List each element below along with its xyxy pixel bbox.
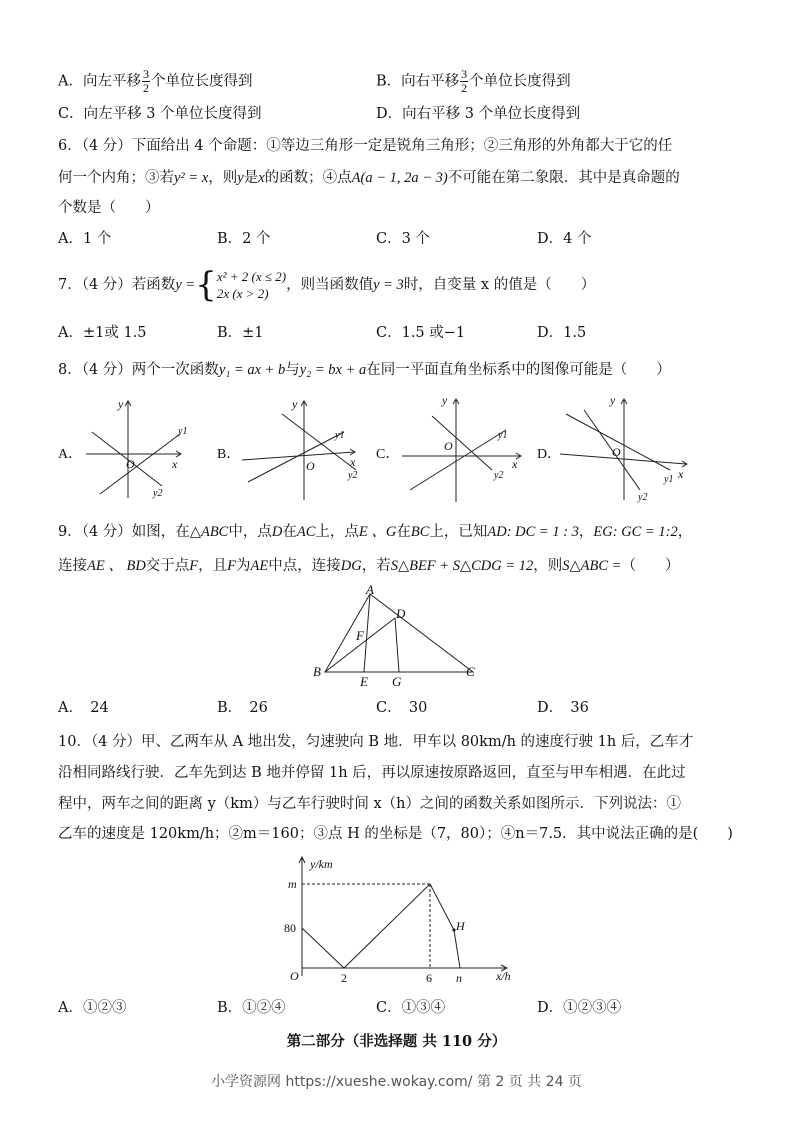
q10-xlabel: x/h	[496, 969, 511, 983]
q10-tick-80: 80	[284, 921, 296, 935]
q8-b-y1: y1	[335, 430, 345, 441]
q6-option-d: D．4 个	[537, 231, 592, 247]
q10-option-a: A．①②③	[58, 1000, 127, 1016]
q9-point-f: F	[356, 628, 364, 643]
q9-option-c: C． 30	[376, 700, 428, 716]
q8-a-axis-y: y	[118, 397, 124, 411]
q10-line-3: 程中，两车之间的距离 y（km）与乙车行驶时间 x（h）之间的函数关系如图所示．下列说法：①	[58, 796, 681, 812]
q7-option-a: A．±1或 1.5	[58, 325, 147, 341]
q7-option-b: B．±1	[217, 325, 264, 341]
q8-d-y1: y1	[664, 474, 674, 485]
q8-b-axis-y: y	[292, 397, 298, 411]
q7-option-c: C．1.5 或−1	[376, 325, 466, 341]
q8-c-y2: y2	[494, 470, 504, 481]
q8-stem: 8．（4 分）两个一次函数y₁ = ax + b与y₂ = bx + a在同一平面直角坐标系中的图像可能是（ ）	[58, 362, 671, 378]
q9-option-a: A． 24	[58, 700, 109, 716]
q6-line-3: 个数是（ ）	[58, 200, 160, 216]
q10-line-2: 沿相同路线行驶．乙车先到达 B 地并停留 1h 后，再以原速按原路返回，直至与甲车相遇．在此过	[58, 765, 686, 781]
q8-label-c: C．	[376, 447, 400, 462]
q8-label-a: A．	[58, 447, 83, 462]
q8-d-axis-x: x	[678, 467, 684, 481]
q8-d-axis-y: y	[610, 393, 616, 407]
q6-option-a: A．1 个	[58, 231, 112, 247]
q8-c-axis-y: y	[442, 393, 448, 407]
q8-b-origin: O	[306, 459, 315, 473]
q9-option-d: D． 36	[537, 700, 589, 716]
q8-a-origin: O	[126, 457, 135, 471]
q10-ylabel: y/km	[310, 857, 333, 871]
q5-option-a: A．向左平移 $\frac{3}{2}$ 个单位长度得到	[58, 67, 253, 95]
q6-option-b: B．2 个	[217, 231, 271, 247]
q10-point-h: H	[456, 919, 465, 933]
q9-line-1: 9．（4 分）如图，在△ABC中，点D在AC上，点E 、G在BC上，已知AD: DC = 1 : 3，EG: GC = 1:2，	[58, 524, 693, 540]
q8-c-axis-x: x	[512, 457, 518, 471]
q8-c-origin: O	[444, 439, 453, 453]
q10-graph	[280, 852, 520, 992]
q7-stem: 7．（4 分）若函数y ={ x² + 2 (x ≤ 2) 2x (x > 2) ，则当函数值y = 3时，自变量 x 的值是（ ）	[58, 265, 596, 305]
section-title: 第二部分（非选择题 共 110 分）	[286, 1033, 507, 1050]
q8-graphs	[0, 390, 793, 506]
q9-point-b: B	[313, 664, 321, 679]
q6-line-1: 6．（4 分）下面给出 4 个命题：①等边三角形一定是锐角三角形；②三角形的外角都大于它的任	[58, 138, 673, 154]
page-footer: 小学资源网 https://xueshe.wokay.com/ 第 2 页 共 24 页	[211, 1074, 582, 1090]
q9-line-2: 连接AE 、 BD交于点F，且F为AE中点，连接DG，若S△BEF + S△CDG = 12，则S△ABC =（ ）	[58, 558, 680, 574]
q5-option-c: C．向左平移 3 个单位长度得到	[58, 106, 262, 122]
q9-point-g: G	[392, 674, 402, 689]
q9-point-a: A	[366, 584, 374, 597]
q8-c-y1: y1	[498, 430, 508, 441]
q9-point-d: D	[396, 606, 406, 621]
q8-d-origin: O	[612, 445, 621, 459]
q10-tick-2: 2	[341, 971, 347, 985]
q5-option-d: D．向右平移 3 个单位长度得到	[376, 106, 581, 122]
q8-a-y2: y2	[153, 488, 163, 499]
q8-graph-a	[86, 401, 181, 498]
q10-tick-n: n	[456, 971, 462, 985]
q5-option-b: B．向右平移 $\frac{3}{2}$ 个单位长度得到	[376, 67, 571, 95]
q8-d-y2: y2	[638, 492, 648, 503]
q8-graph-c	[402, 399, 521, 502]
q10-line-4: 乙车的速度是 120km/h；②m＝160；③点 H 的坐标是（7，80）；④n＝7.5．其中说法正确的是( )	[58, 826, 733, 842]
q8-label-d: D．	[537, 447, 562, 462]
q7-option-d: D．1.5	[537, 325, 587, 341]
q10-line-1: 10．（4 分）甲、乙两车从 A 地出发，匀速驶向 B 地．甲车以 80km/h 的速度行驶 1h 后，乙车才	[58, 734, 694, 750]
q9-figure	[300, 584, 500, 690]
q10-tick-m: m	[288, 877, 297, 891]
q9-point-c: C	[466, 664, 475, 679]
q8-label-b: B．	[217, 447, 241, 462]
q9-option-b: B． 26	[217, 700, 268, 716]
q8-a-y1: y1	[178, 426, 188, 437]
q10-option-b: B．①②④	[217, 1000, 286, 1016]
q8-b-y2: y2	[348, 470, 358, 481]
q8-a-axis-x: x	[172, 457, 178, 471]
q8-graph-b	[242, 401, 356, 500]
q6-option-c: C．3 个	[376, 231, 430, 247]
q8-b-axis-x: x	[350, 455, 356, 469]
q10-origin: O	[290, 969, 299, 983]
q6-line-2: 何一个内角；③若y² = x，则y是x的函数；④点A(a − 1, 2a − 3)不可能在第二象限．其中是真命题的	[58, 170, 680, 186]
q10-option-d: D．①②③④	[537, 1000, 622, 1016]
q9-point-e: E	[360, 674, 368, 689]
q10-option-c: C．①③④	[376, 1000, 446, 1016]
q10-tick-6: 6	[426, 971, 432, 985]
